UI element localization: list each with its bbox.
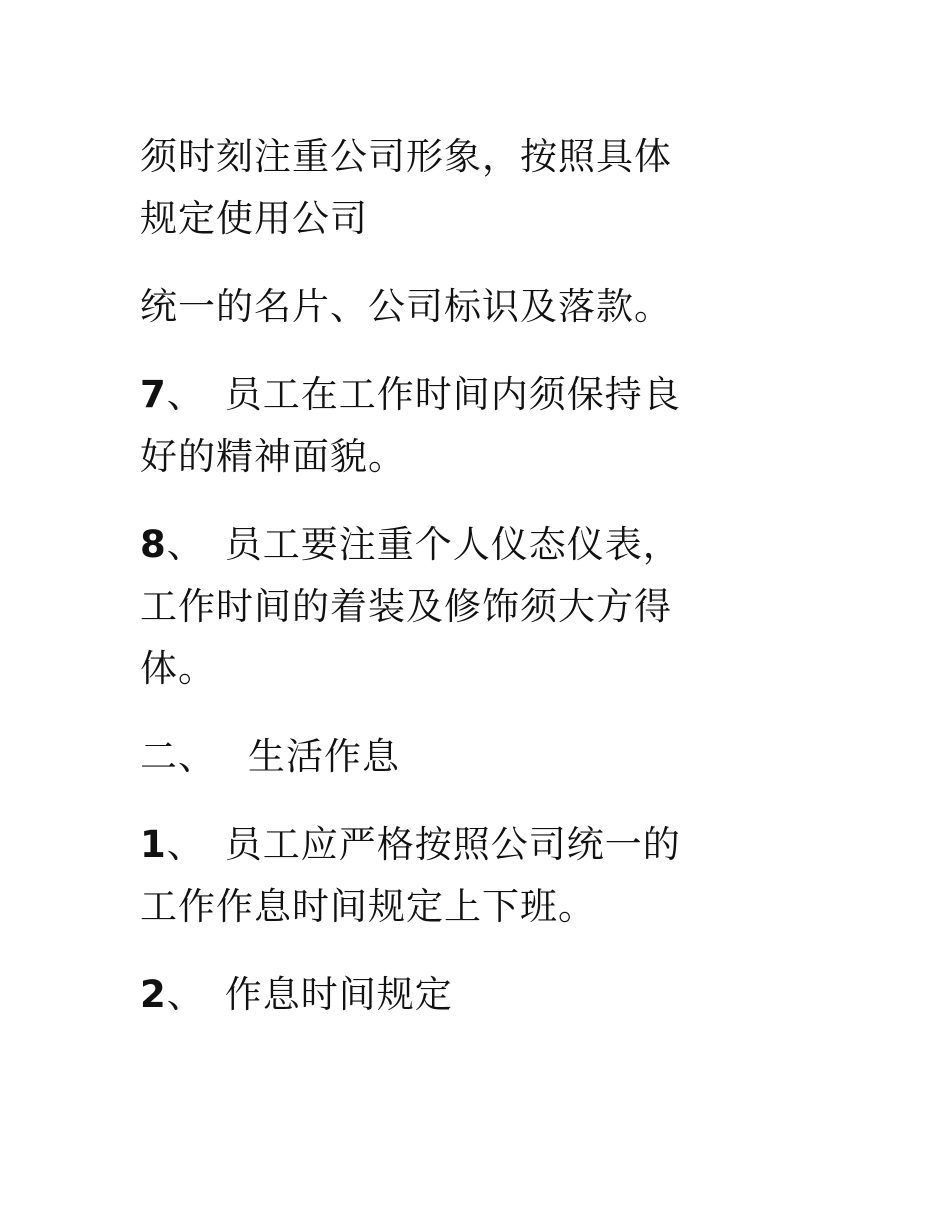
document-page bbox=[140, 126, 800, 1052]
item-separator: 、 bbox=[166, 523, 205, 566]
item-text: 作息时间规定 bbox=[224, 973, 453, 1016]
item-separator: 、 bbox=[166, 373, 205, 416]
section-number: 二 bbox=[140, 735, 178, 778]
list-item-7 bbox=[140, 364, 800, 488]
item-number: 1 bbox=[140, 823, 167, 866]
text-line: 工作作息时间规定上下班。 bbox=[140, 885, 596, 928]
item-number: 8 bbox=[140, 523, 167, 566]
item-text: 员工应严格按照公司统一的 bbox=[224, 823, 681, 866]
text-line bbox=[140, 364, 800, 426]
text-line: 规定使用公司 bbox=[140, 197, 368, 240]
paragraph bbox=[140, 276, 800, 338]
paragraph bbox=[140, 126, 800, 250]
text-line: 统一的名片、公司标识及落款。 bbox=[140, 285, 672, 328]
text-line: 须时刻注重公司形象，按照具体 bbox=[140, 135, 672, 178]
text-line: 体。 bbox=[140, 647, 216, 690]
list-item-2 bbox=[140, 964, 800, 1026]
list-item-8 bbox=[140, 514, 800, 700]
item-number: 2 bbox=[140, 973, 167, 1016]
text-line: 好的精神面貌。 bbox=[140, 435, 406, 478]
item-text: 员工在工作时间内须保持良 bbox=[224, 373, 681, 416]
item-separator: 、 bbox=[166, 973, 205, 1016]
item-text: 员工要注重个人仪态仪表， bbox=[224, 523, 681, 566]
item-separator: 、 bbox=[166, 823, 205, 866]
text-line: 工作时间的着装及修饰须大方得 bbox=[140, 585, 672, 628]
list-item-1 bbox=[140, 814, 800, 938]
text-line bbox=[140, 814, 800, 876]
section-heading bbox=[140, 726, 800, 788]
text-line bbox=[140, 964, 800, 1026]
item-number: 7 bbox=[140, 373, 167, 416]
section-separator: 、 bbox=[178, 735, 216, 778]
section-title: 生活作息 bbox=[248, 735, 400, 778]
text-line bbox=[140, 514, 800, 576]
text-line bbox=[140, 726, 800, 788]
